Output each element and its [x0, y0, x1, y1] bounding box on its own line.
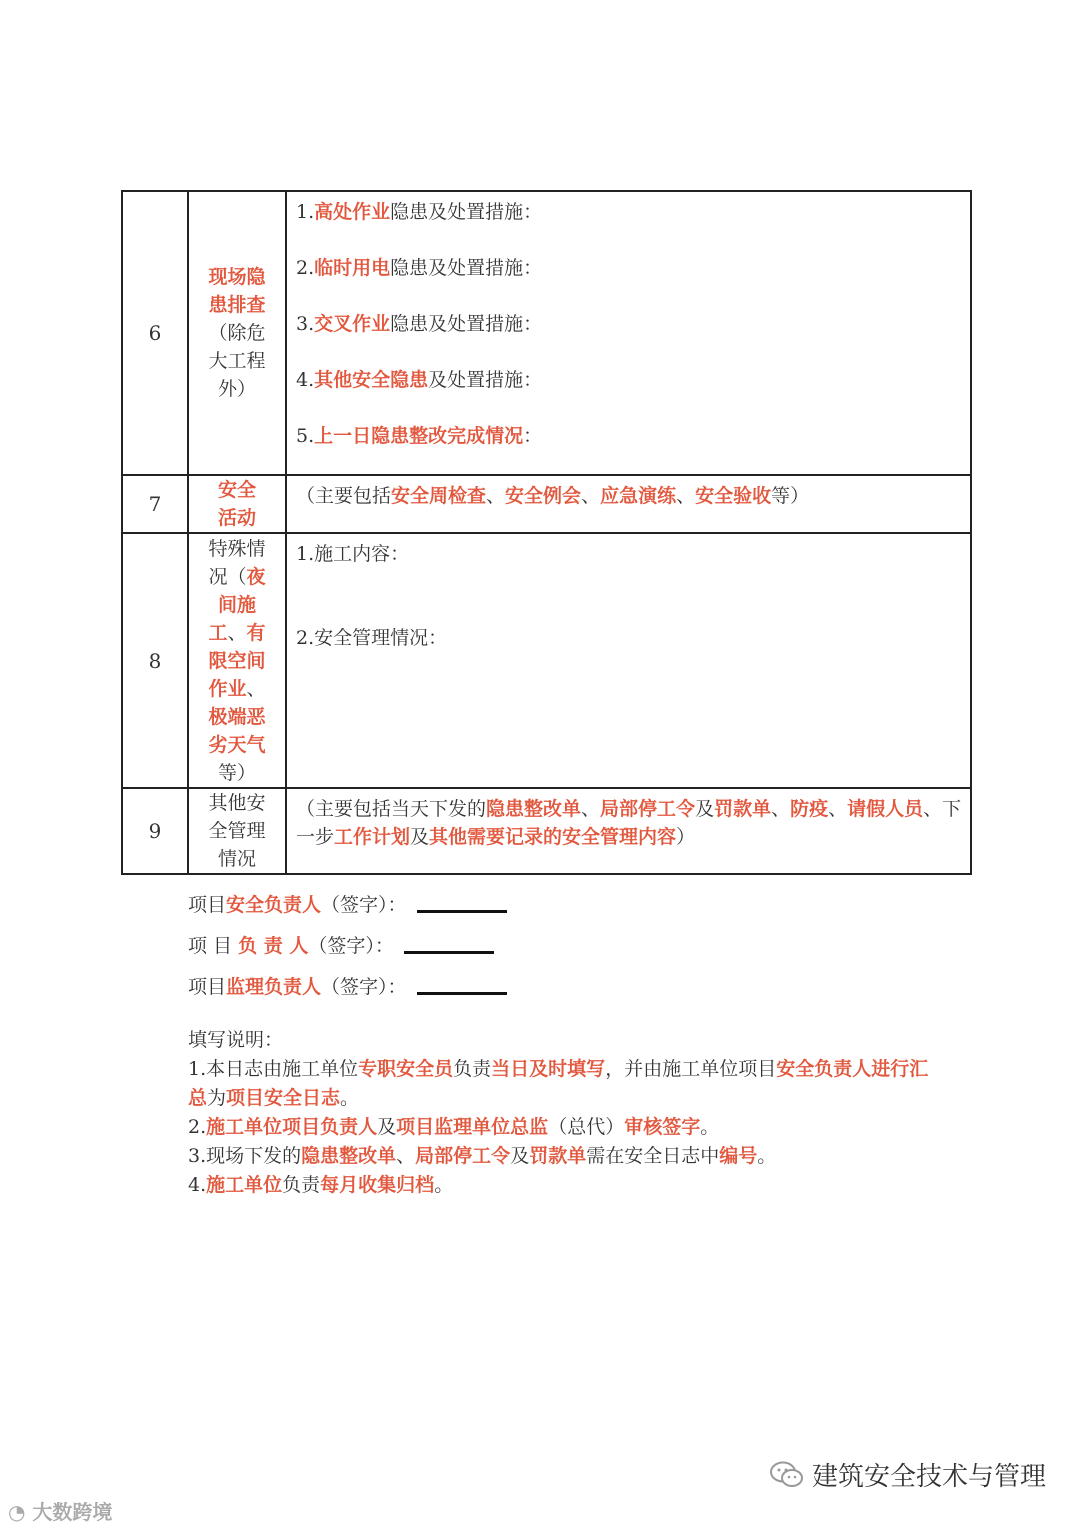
content-line: 1.高处作业隐患及处置措施： [296, 201, 543, 223]
row-number: 6 [122, 191, 188, 475]
note-item: 2.施工单位项目负责人及项目监理单位总监（总代）审核签字。 [188, 1116, 720, 1138]
content-line: 1.施工内容： [296, 543, 410, 565]
row-content [286, 788, 971, 874]
note-item: 1.本日志由施工单位专职安全员负责当日及时填写，并由施工单位项目安全负责人进行汇总为项目安全日志。 [188, 1058, 929, 1109]
signature-row [188, 931, 507, 972]
signature-line[interactable] [417, 890, 507, 913]
watermark-right-text: 建筑安全技术与管理 [811, 1462, 1046, 1492]
table-row [122, 788, 971, 874]
content-line: （主要包括安全周检查、安全例会、应急演练、安全验收等） [296, 485, 810, 507]
row-content [286, 475, 971, 533]
signature-line[interactable] [417, 972, 507, 995]
note-item: 3.现场下发的隐患整改单、局部停工令及罚款单需在安全日志中编号。 [188, 1145, 777, 1167]
row-number: 9 [122, 788, 188, 874]
content-line: 4.其他安全隐患及处置措施： [296, 369, 543, 391]
notes-title: 填写说明： [188, 1029, 284, 1051]
watermark-right [770, 1456, 1046, 1493]
signature-section [188, 890, 507, 1013]
content-line: 5.上一日隐患整改完成情况： [296, 425, 543, 447]
watermark-left [8, 1496, 112, 1525]
row-number: 7 [122, 475, 188, 533]
content-line: 3.交叉作业隐患及处置措施： [296, 313, 543, 335]
row-item: 安全 活动 [188, 475, 286, 533]
row-item: 现场隐 患排查 （除危 大工程 外） [188, 191, 286, 475]
note-item: 4.施工单位负责每月收集归档。 [188, 1174, 454, 1196]
row-item: 特殊情 况（夜 间施 工、有 限空间 作业、 极端恶 劣天气 等） [188, 533, 286, 788]
safety-log-table [121, 190, 972, 875]
signature-row [188, 890, 507, 931]
wechat-icon [770, 1461, 804, 1489]
signature-label: 项目安全负责人（签字）： [188, 894, 407, 916]
content-line: （主要包括当天下发的隐患整改单、局部停工令及罚款单、防疫、请假人员、下一步工作计划及其他需要记录的安全管理内容） [296, 798, 962, 848]
signature-row [188, 972, 507, 1013]
filling-instructions [146, 1026, 946, 1200]
row-number: 8 [122, 533, 188, 788]
content-line: 2.临时用电隐患及处置措施： [296, 257, 543, 279]
signature-label: 项 目 负 责 人（签字）： [188, 935, 394, 957]
watermark-left-text: 大数跨境 [32, 1500, 113, 1524]
table-row [122, 533, 971, 788]
signature-line[interactable] [404, 931, 494, 954]
content-line: 2.安全管理情况： [296, 627, 448, 649]
row-content [286, 533, 971, 788]
table-row [122, 191, 971, 475]
logo-icon: ◔ [8, 1500, 33, 1524]
row-item: 其他安 全管理 情况 [188, 788, 286, 874]
signature-label: 项目监理负责人（签字）： [188, 976, 407, 998]
row-content [286, 191, 971, 475]
table-row [122, 475, 971, 533]
